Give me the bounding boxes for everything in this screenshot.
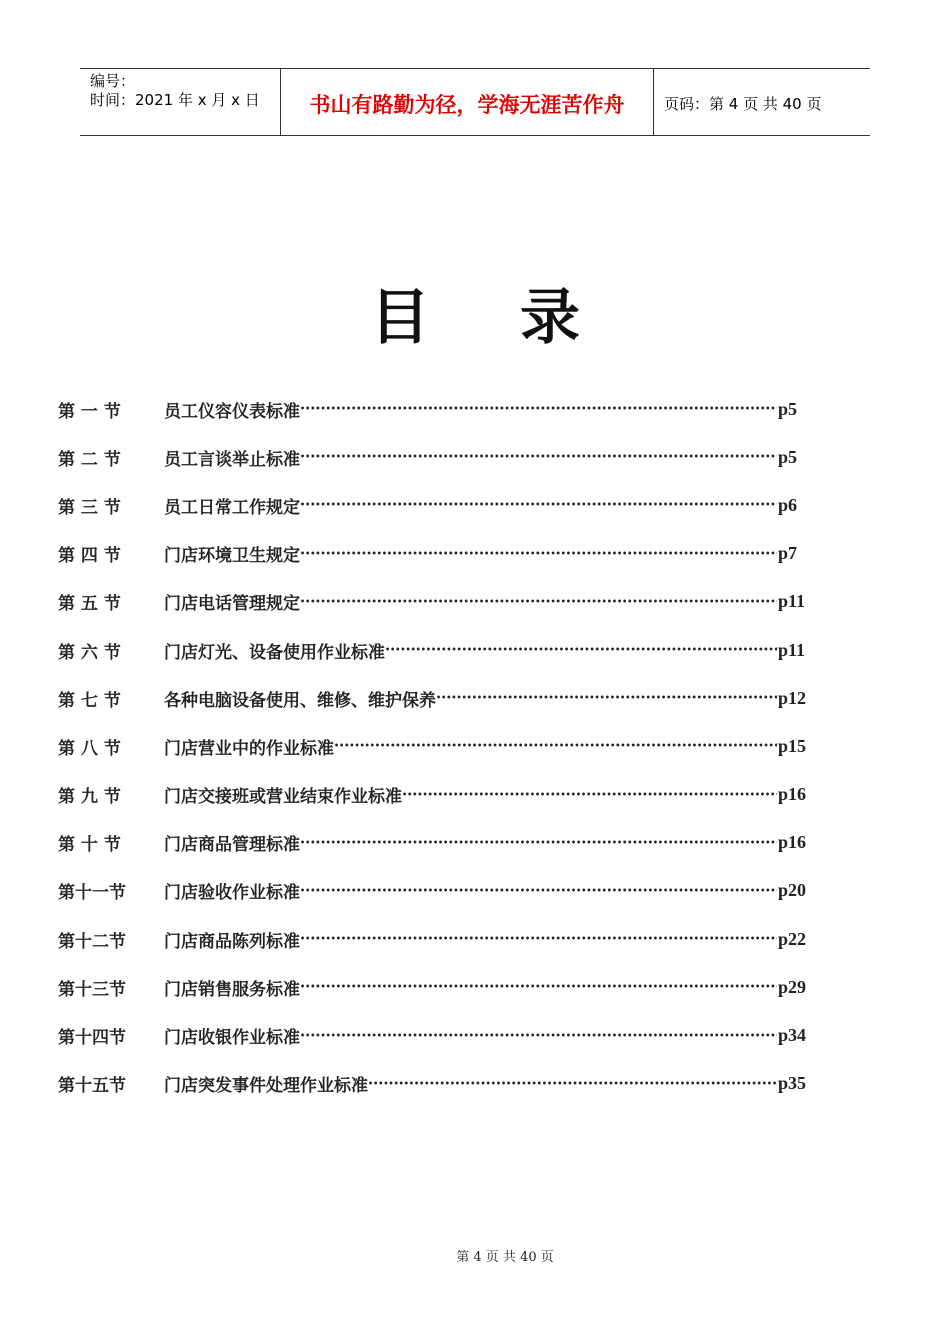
- toc-entry-title: 各种电脑设备使用、维修、维护保养: [164, 690, 436, 711]
- toc-entry-title: 门店验收作业标准: [164, 883, 300, 904]
- toc-entry[interactable]: [58, 819, 818, 867]
- header-meta: [80, 69, 281, 135]
- toc-dot-leader: [300, 1026, 777, 1046]
- toc-entry[interactable]: [58, 530, 818, 578]
- toc-entry[interactable]: [58, 1011, 818, 1059]
- toc-section-label: 第 十 节: [58, 835, 121, 856]
- toc-dot-leader: [300, 977, 777, 997]
- toc-section-label: 第 四 节: [58, 546, 121, 567]
- toc-dot-leader: [300, 399, 777, 419]
- toc-page-number: p12: [778, 687, 807, 708]
- toc-entry[interactable]: [58, 481, 818, 529]
- toc-entry[interactable]: [58, 578, 818, 626]
- page-footer: 第 4 页 共 40 页: [456, 1250, 554, 1265]
- toc-dot-leader: [300, 833, 777, 853]
- toc-entry-title: 门店销售服务标准: [164, 979, 300, 1000]
- toc-entry[interactable]: [58, 626, 818, 674]
- toc-entry-title: 门店突发事件处理作业标准: [164, 1076, 368, 1097]
- toc-section-label: 第 六 节: [58, 642, 121, 663]
- toc-dot-leader: [300, 881, 777, 901]
- toc-dot-leader: [300, 929, 777, 949]
- toc-entry-title: 员工言谈举止标准: [164, 449, 300, 470]
- toc-page-number: p20: [778, 880, 807, 901]
- header-page-info: 页码：第 4 页 共 40 页: [664, 94, 822, 113]
- toc-entry-title: 员工仪容仪表标准: [164, 401, 300, 422]
- toc-dot-leader: [300, 544, 777, 564]
- toc-entry-title: 门店交接班或营业结束作业标准: [164, 787, 402, 808]
- header-motto: 书山有路勤为径，学海无涯苦作舟: [281, 69, 654, 135]
- toc-page-number: p5: [778, 398, 798, 419]
- toc-entry-title: 门店电话管理规定: [164, 594, 300, 615]
- toc-page-number: p22: [778, 928, 807, 949]
- toc-entry-title: 门店收银作业标准: [164, 1028, 300, 1049]
- toc-section-label: 第十四节: [58, 1028, 126, 1049]
- toc-entry[interactable]: [58, 722, 818, 770]
- toc-page-number: p16: [778, 832, 807, 853]
- title-char-2: 录: [520, 283, 580, 353]
- toc-dot-leader: [436, 688, 777, 708]
- toc-entry[interactable]: [58, 867, 818, 915]
- toc-entry-title: 门店商品陈列标准: [164, 931, 300, 952]
- toc-entry[interactable]: [58, 915, 818, 963]
- toc-dot-leader: [300, 447, 777, 467]
- toc-page-number: p29: [778, 976, 807, 997]
- page-header: [80, 68, 870, 136]
- page-title: [0, 270, 950, 353]
- number-label: 编号：: [90, 72, 136, 90]
- title-char-1: 目: [370, 283, 430, 353]
- toc-section-label: 第十三节: [58, 979, 126, 1000]
- toc-section-label: 第 三 节: [58, 497, 121, 518]
- toc-page-number: p15: [778, 735, 807, 756]
- date-label: 时间：2021 年 x 月 x 日: [90, 91, 260, 109]
- toc-entry-title: 门店环境卫生规定: [164, 546, 300, 567]
- toc-page-number: p34: [778, 1025, 807, 1046]
- toc-page-number: p5: [778, 446, 798, 467]
- toc-section-label: 第十二节: [58, 931, 126, 952]
- toc-section-label: 第 七 节: [58, 690, 121, 711]
- toc-dot-leader: [334, 736, 777, 756]
- toc-entry-title: 员工日常工作规定: [164, 497, 300, 518]
- toc-entry[interactable]: [58, 674, 818, 722]
- toc-section-label: 第十五节: [58, 1076, 126, 1097]
- toc-entry-title: 门店灯光、设备使用作业标准: [164, 642, 385, 663]
- toc-entry-title: 门店营业中的作业标准: [164, 738, 334, 759]
- toc-page-number: p11: [778, 639, 806, 660]
- toc-page-number: p35: [778, 1073, 807, 1094]
- toc-entry[interactable]: [58, 771, 818, 819]
- toc-section-label: 第 一 节: [58, 401, 121, 422]
- toc-dot-leader: [402, 785, 777, 805]
- toc-dot-leader: [300, 495, 777, 515]
- toc-entry[interactable]: [58, 963, 818, 1011]
- toc-page-number: p16: [778, 784, 807, 805]
- toc-dot-leader: [300, 592, 777, 612]
- toc-entry-title: 门店商品管理标准: [164, 835, 300, 856]
- toc-entry[interactable]: [58, 385, 818, 433]
- toc-section-label: 第 二 节: [58, 449, 121, 470]
- toc-entry[interactable]: [58, 433, 818, 481]
- toc-dot-leader: [368, 1074, 777, 1094]
- toc-section-label: 第十一节: [58, 883, 126, 904]
- table-of-contents: [58, 385, 818, 1108]
- toc-page-number: p6: [778, 494, 798, 515]
- toc-dot-leader: [385, 640, 777, 660]
- toc-section-label: 第 五 节: [58, 594, 121, 615]
- toc-entry[interactable]: [58, 1060, 818, 1108]
- toc-section-label: 第 八 节: [58, 738, 121, 759]
- toc-page-number: p7: [778, 543, 798, 564]
- toc-page-number: p11: [778, 591, 806, 612]
- toc-section-label: 第 九 节: [58, 787, 121, 808]
